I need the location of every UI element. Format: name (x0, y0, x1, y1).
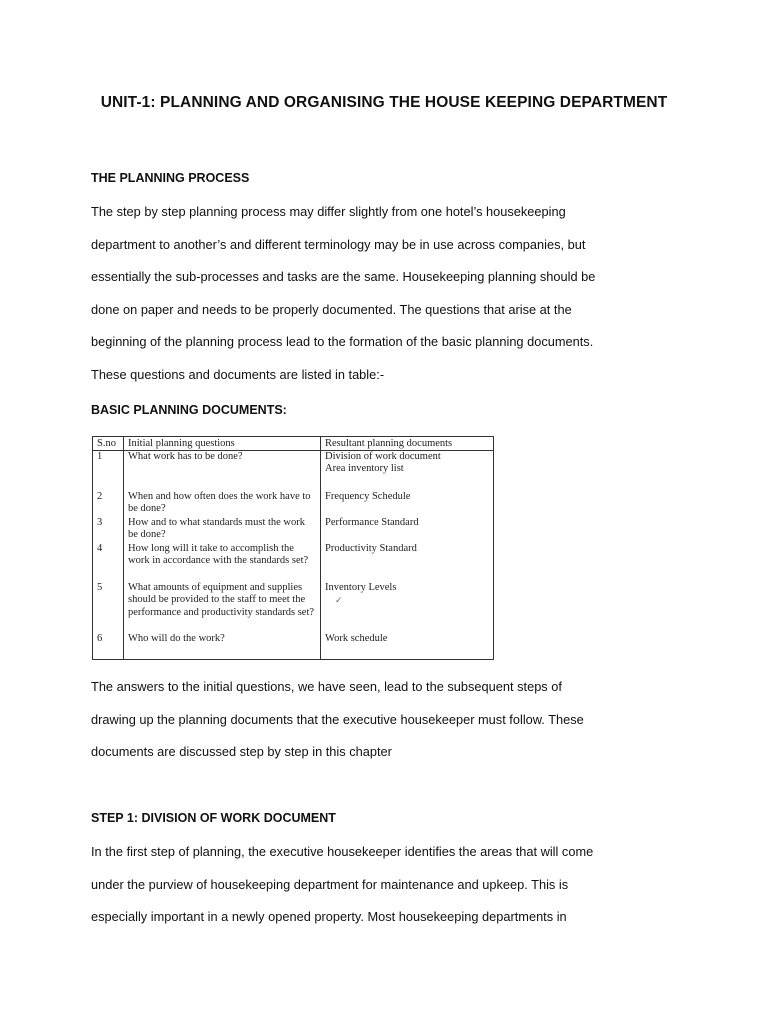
planning-process-paragraph (91, 196, 651, 392)
row-question: When and how often does the work have to be done? (124, 491, 321, 517)
paragraph-line: These questions and documents are listed in table:- (91, 366, 385, 382)
planning-documents-table (92, 436, 494, 660)
paragraph-line: under the purview of housekeeping department for maintenance and upkeep. This is (91, 876, 569, 892)
paragraph-line: done on paper and needs to be properly documented. The questions that arise at the (91, 301, 572, 317)
row-question: How long will it take to accomplish the work in accordance with the standards set? (124, 543, 321, 582)
section-heading-step-1: STEP 1: DIVISION OF WORK DOCUMENT (91, 811, 336, 825)
row-sno: 1 (93, 451, 124, 492)
row-document-cell (321, 582, 494, 633)
row-question: What amounts of equipment and supplies should be provided to the staff to meet the performance and productivity standards set? (124, 582, 321, 633)
page-title: UNIT-1: PLANNING AND ORGANISING THE HOUSE KEEPING DEPARTMENT (100, 94, 668, 111)
row-document: Performance Standard (321, 517, 494, 543)
planning-documents-table-wrapper (92, 436, 494, 660)
row-question: Who will do the work? (124, 633, 321, 660)
paragraph-line: department to another’s and different terminology may be in use across companies, but (91, 236, 586, 252)
paragraph-line: The answers to the initial questions, we have seen, lead to the subsequent steps of (91, 679, 562, 694)
table-row (93, 491, 494, 517)
row-sno: 6 (93, 633, 124, 660)
table-row (93, 451, 494, 492)
paragraph-line: beginning of the planning process lead to the formation of the basic planning documents. (91, 334, 594, 350)
row-document: Frequency Schedule (321, 491, 494, 517)
row-sno: 2 (93, 491, 124, 517)
row-document: Productivity Standard (321, 543, 494, 582)
row-sno: 5 (93, 582, 124, 633)
table-row (93, 582, 494, 633)
row-document: Work schedule (321, 633, 494, 660)
paragraph-line: The step by step planning process may differ slightly from one hotel’s housekeeping (91, 204, 566, 219)
row-sno: 4 (93, 543, 124, 582)
table-header-sno: S.no (93, 437, 124, 451)
table-header-row (93, 437, 494, 451)
table-header-questions: Initial planning questions (124, 437, 321, 451)
answers-paragraph (91, 671, 651, 769)
row-question: What work has to be done? (124, 451, 321, 492)
step-1-paragraph (91, 836, 651, 934)
table-row (93, 543, 494, 582)
row-document: Inventory Levels (325, 582, 397, 593)
section-heading-basic-planning-documents: BASIC PLANNING DOCUMENTS: (91, 403, 287, 417)
row-document: Division of work document Area inventory list (321, 451, 494, 492)
checkmark-icon: ✓ (335, 595, 343, 606)
table-row (93, 517, 494, 543)
table-row (93, 633, 494, 660)
paragraph-line: In the first step of planning, the executive housekeeper identifies the areas that will come (91, 844, 594, 859)
table-header-documents: Resultant planning documents (321, 437, 494, 451)
paragraph-line: especially important in a newly opened property. Most housekeeping departments in (91, 909, 567, 925)
paragraph-line: essentially the sub-processes and tasks are the same. Housekeeping planning should be (91, 269, 596, 285)
paragraph-line: documents are discussed step by step in this chapter (91, 744, 392, 760)
row-sno: 3 (93, 517, 124, 543)
section-heading-planning-process: THE PLANNING PROCESS (91, 171, 250, 185)
paragraph-line: drawing up the planning documents that the executive housekeeper must follow. These (91, 711, 584, 727)
row-question: How and to what standards must the work be done? (124, 517, 321, 543)
